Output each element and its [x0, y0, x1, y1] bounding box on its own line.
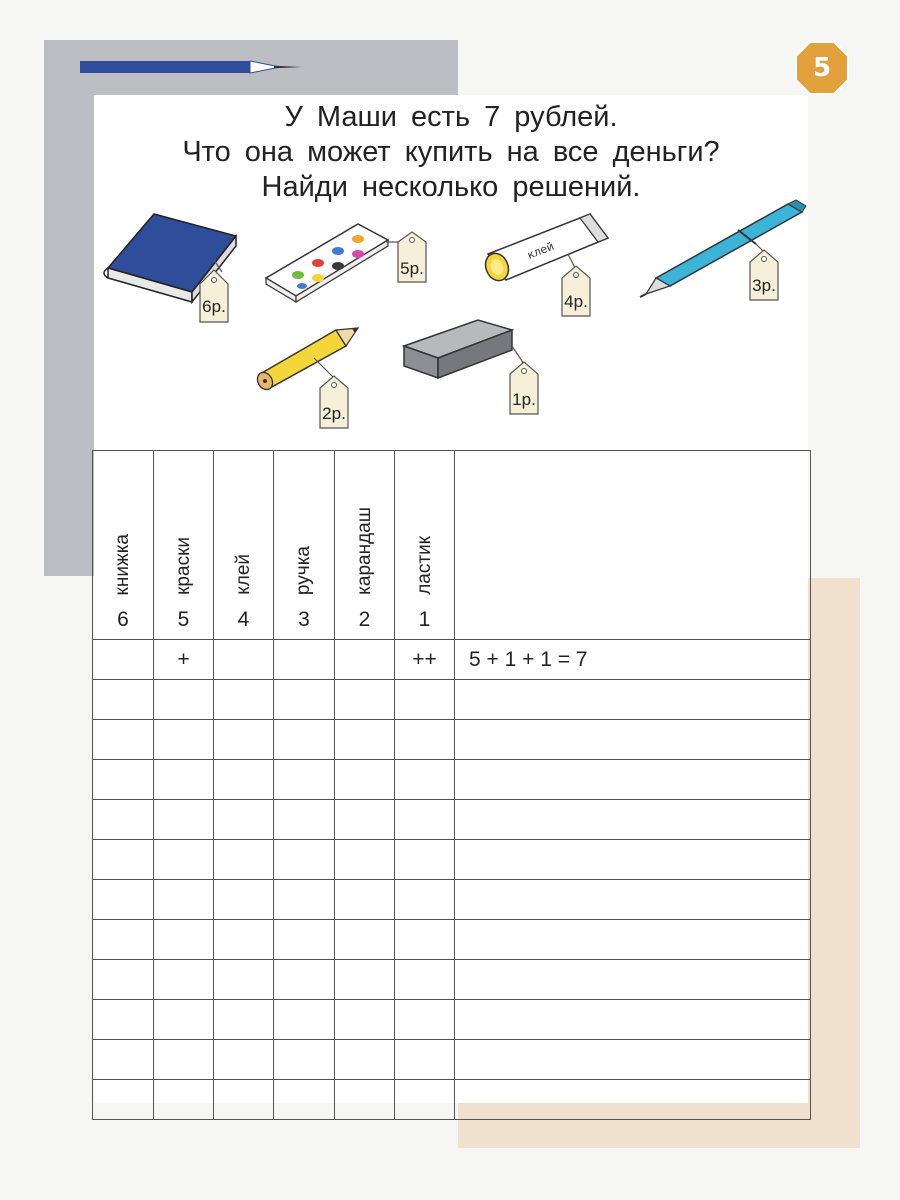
- answer-mark-cell[interactable]: [93, 760, 154, 800]
- answer-mark-cell[interactable]: [154, 720, 214, 760]
- answer-mark-cell[interactable]: [154, 1040, 214, 1080]
- answer-mark-cell[interactable]: [93, 840, 154, 880]
- eraser-icon: [404, 320, 512, 378]
- answer-mark-cell[interactable]: [214, 720, 274, 760]
- header-cell-pencil: [335, 451, 395, 602]
- answer-mark-cell[interactable]: [214, 1000, 274, 1040]
- decorative-pencil-icon: [80, 56, 310, 78]
- answer-mark-cell[interactable]: [395, 960, 455, 1000]
- answer-mark-cell[interactable]: [274, 1040, 335, 1080]
- price-cell: 4: [214, 601, 274, 640]
- answer-mark-cell[interactable]: [274, 840, 335, 880]
- answer-equation-cell[interactable]: [455, 1080, 811, 1120]
- answer-equation-cell[interactable]: [455, 720, 811, 760]
- task-text: [94, 100, 808, 205]
- answer-mark-cell[interactable]: [214, 760, 274, 800]
- answer-mark-cell[interactable]: [154, 1000, 214, 1040]
- book-item: [96, 210, 256, 330]
- answer-mark-cell[interactable]: [214, 680, 274, 720]
- pen-price: 3р.: [752, 276, 776, 295]
- answer-mark-cell[interactable]: [335, 760, 395, 800]
- glue-price: 4р.: [564, 292, 588, 311]
- pencil-item: [250, 322, 370, 434]
- answer-mark-cell[interactable]: [214, 880, 274, 920]
- pen-item: [638, 198, 813, 310]
- task-line-3: Найди несколько решений.: [261, 171, 641, 203]
- price-cell: 2: [335, 601, 395, 640]
- table-header-row: [93, 451, 811, 602]
- answer-mark-cell[interactable]: [154, 920, 214, 960]
- answer-mark-cell[interactable]: [335, 1040, 395, 1080]
- answer-mark-cell[interactable]: [335, 840, 395, 880]
- answer-mark-cell[interactable]: [93, 1040, 154, 1080]
- answer-mark-cell[interactable]: [335, 960, 395, 1000]
- price-cell: 5: [154, 601, 214, 640]
- table-row: [93, 720, 811, 760]
- paints-item: [262, 218, 442, 318]
- table-row: [93, 920, 811, 960]
- answer-mark-cell[interactable]: [395, 680, 455, 720]
- eraser-price-tag: [510, 362, 538, 414]
- paints-icon: [266, 224, 388, 302]
- answer-mark-cell[interactable]: [214, 1080, 274, 1120]
- table-row: [93, 840, 811, 880]
- mark-cell: [335, 640, 395, 680]
- answer-mark-cell[interactable]: [335, 680, 395, 720]
- answer-mark-cell[interactable]: [93, 880, 154, 920]
- table-row: [93, 1000, 811, 1040]
- answer-mark-cell[interactable]: [214, 840, 274, 880]
- task-line-2: Что она может купить на все деньги?: [182, 136, 720, 168]
- answer-mark-cell[interactable]: [154, 1080, 214, 1120]
- mark-cell: ++: [395, 640, 455, 680]
- header-cell-book: [93, 451, 154, 602]
- task-line-1: У Маши есть 7 рублей.: [284, 101, 618, 133]
- answer-mark-cell[interactable]: [335, 1080, 395, 1120]
- answer-mark-cell[interactable]: [274, 760, 335, 800]
- answer-mark-cell[interactable]: [274, 920, 335, 960]
- pen-price-tag: [750, 250, 778, 300]
- header-label: краски: [172, 537, 194, 595]
- answer-mark-cell[interactable]: [93, 920, 154, 960]
- paints-price: 5р.: [400, 259, 424, 278]
- book-price: 6р.: [202, 297, 226, 316]
- answer-mark-cell[interactable]: [274, 800, 335, 840]
- price-cell: 3: [274, 601, 335, 640]
- answer-mark-cell[interactable]: [395, 720, 455, 760]
- answer-mark-cell[interactable]: [335, 880, 395, 920]
- mark-cell: [274, 640, 335, 680]
- header-label: карандаш: [353, 507, 375, 595]
- mark-cell: [93, 640, 154, 680]
- answer-mark-cell[interactable]: [395, 1000, 455, 1040]
- answer-mark-cell[interactable]: [395, 880, 455, 920]
- answer-equation-cell[interactable]: [455, 680, 811, 720]
- answer-mark-cell[interactable]: [274, 1080, 335, 1120]
- answer-mark-cell[interactable]: [154, 760, 214, 800]
- answer-mark-cell[interactable]: [93, 1080, 154, 1120]
- answer-mark-cell[interactable]: [93, 960, 154, 1000]
- pen-icon: [640, 200, 806, 297]
- answer-equation-cell[interactable]: [455, 840, 811, 880]
- header-cell-paints: [154, 451, 214, 602]
- answer-mark-cell[interactable]: [274, 880, 335, 920]
- paints-price-tag: [398, 232, 426, 282]
- answer-equation-cell[interactable]: [455, 1000, 811, 1040]
- mark-cell: +: [154, 640, 214, 680]
- pencil-price-tag: [320, 376, 348, 428]
- page-number: 5: [812, 53, 832, 83]
- answer-mark-cell[interactable]: [395, 760, 455, 800]
- pencil-price: 2р.: [322, 404, 346, 423]
- answer-mark-cell[interactable]: [395, 840, 455, 880]
- answer-mark-cell[interactable]: [335, 920, 395, 960]
- answer-mark-cell[interactable]: [154, 840, 214, 880]
- answer-mark-cell[interactable]: [154, 880, 214, 920]
- glue-icon: [482, 214, 608, 284]
- header-label: ластик: [413, 536, 435, 595]
- glue-label: клей: [525, 239, 556, 262]
- table-row: [93, 960, 811, 1000]
- answer-mark-cell[interactable]: [93, 1000, 154, 1040]
- eraser-price: 1р.: [512, 390, 536, 409]
- glue-price-tag: [562, 266, 590, 316]
- answer-mark-cell[interactable]: [395, 920, 455, 960]
- answer-mark-cell[interactable]: [214, 1040, 274, 1080]
- answer-equation-cell[interactable]: [455, 1040, 811, 1080]
- answer-mark-cell[interactable]: [395, 1040, 455, 1080]
- answer-equation-cell[interactable]: [455, 800, 811, 840]
- table-row: [93, 1040, 811, 1080]
- page-number-badge: [794, 40, 850, 101]
- answer-mark-cell[interactable]: [395, 1080, 455, 1120]
- answer-mark-cell[interactable]: [154, 680, 214, 720]
- answer-mark-cell[interactable]: [335, 1000, 395, 1040]
- answer-mark-cell[interactable]: [93, 800, 154, 840]
- header-label: ручка: [293, 545, 314, 595]
- answer-mark-cell[interactable]: [154, 960, 214, 1000]
- table-row: [93, 800, 811, 840]
- header-cell-pen: [274, 451, 335, 602]
- header-label: книжка: [112, 533, 133, 595]
- purchase-table: [92, 450, 811, 1120]
- price-cell: 6: [93, 601, 154, 640]
- eraser-item: [400, 316, 560, 422]
- example-row: [93, 640, 811, 680]
- answer-mark-cell[interactable]: [274, 680, 335, 720]
- table-price-row: [93, 601, 811, 640]
- mark-cell: [214, 640, 274, 680]
- price-cell: 1: [395, 601, 455, 640]
- answer-mark-cell[interactable]: [214, 960, 274, 1000]
- equation-cell: 5 + 1 + 1 = 7: [455, 640, 811, 680]
- answer-mark-cell[interactable]: [274, 1000, 335, 1040]
- answer-mark-cell[interactable]: [214, 920, 274, 960]
- answer-mark-cell[interactable]: [154, 800, 214, 840]
- table-row: [93, 1080, 811, 1120]
- header-cell-eraser: [395, 451, 455, 602]
- table-row: [93, 880, 811, 920]
- answer-mark-cell[interactable]: [93, 680, 154, 720]
- price-cell-equation: [455, 601, 811, 640]
- answer-mark-cell[interactable]: [93, 720, 154, 760]
- answer-equation-cell[interactable]: [455, 920, 811, 960]
- header-cell-glue: [214, 451, 274, 602]
- empty-rows: [93, 680, 811, 1120]
- answer-mark-cell[interactable]: [335, 720, 395, 760]
- answer-mark-cell[interactable]: [274, 720, 335, 760]
- answer-mark-cell[interactable]: [274, 960, 335, 1000]
- answer-mark-cell[interactable]: [395, 800, 455, 840]
- answer-mark-cell[interactable]: [214, 800, 274, 840]
- header-label: клей: [232, 554, 254, 595]
- answer-equation-cell[interactable]: [455, 760, 811, 800]
- table-row: [93, 680, 811, 720]
- answer-equation-cell[interactable]: [455, 880, 811, 920]
- answer-mark-cell[interactable]: [335, 800, 395, 840]
- table-row: [93, 760, 811, 800]
- answer-equation-cell[interactable]: [455, 960, 811, 1000]
- glue-item: [476, 212, 626, 322]
- header-cell-equation: [455, 451, 811, 602]
